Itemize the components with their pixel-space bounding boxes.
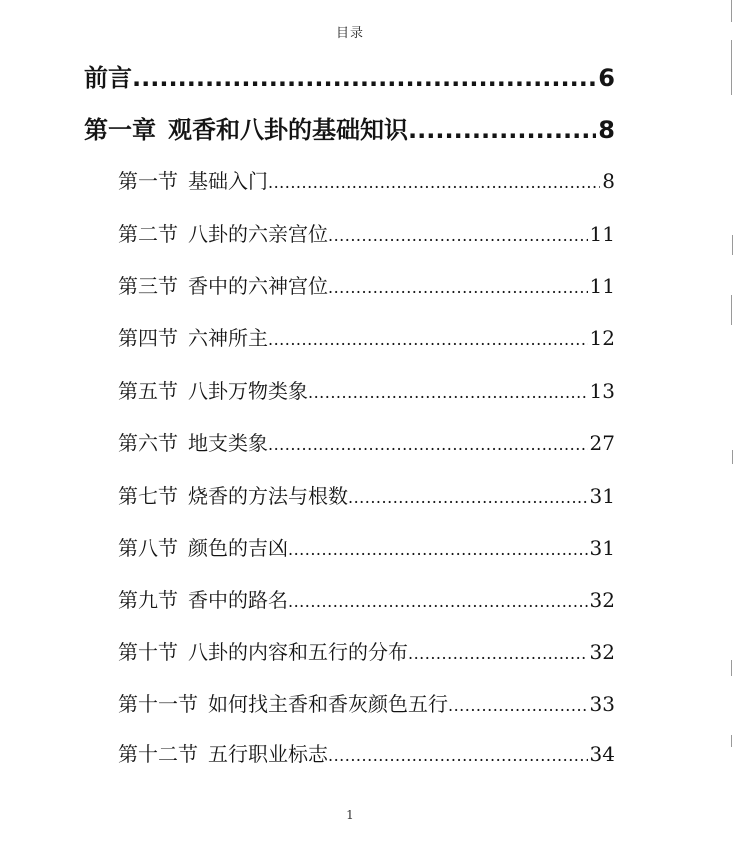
toc-entry-number: 第六节: [118, 431, 178, 455]
toc-entry-page: 32: [589, 640, 615, 664]
toc-entry-text: 地支类象: [188, 431, 268, 455]
toc-entry-text: 五行职业标志: [208, 742, 328, 766]
toc-entry-title: [118, 270, 328, 299]
toc-entry-page: 12: [589, 326, 615, 350]
toc-section-entry[interactable]: [118, 584, 615, 613]
toc-entry-page: 32: [589, 588, 615, 612]
toc-entry-page: 11: [589, 222, 615, 246]
toc-entry-text: 香中的六神宫位: [188, 274, 328, 298]
toc-entry-page: 31: [589, 536, 615, 560]
toc-entry-page: 34: [589, 742, 615, 766]
toc-dot-leader: [408, 116, 596, 144]
toc-entry-title: [84, 110, 408, 145]
toc-section-entry[interactable]: [118, 738, 615, 767]
toc-entry-text: 八卦的六亲宫位: [188, 222, 328, 246]
toc-entry-page: 8: [598, 116, 615, 144]
toc-entry-number: 第四节: [118, 326, 178, 350]
toc-entry-number: 第八节: [118, 536, 178, 560]
toc-dot-leader: [448, 692, 588, 716]
toc-entry-page: 11: [589, 274, 615, 298]
toc-entry-title: [118, 636, 408, 665]
toc-section-entry[interactable]: [118, 165, 615, 194]
toc-section-entry[interactable]: [118, 480, 615, 509]
page-header-title: 目录: [335, 26, 364, 41]
toc-dot-leader: [408, 640, 588, 664]
toc-section-entry[interactable]: [118, 532, 615, 561]
toc-section-entry[interactable]: [118, 688, 615, 717]
toc-entry-text: 基础入门: [188, 169, 268, 193]
toc-entry-text: 香中的路名: [188, 588, 288, 612]
toc-dot-leader: [288, 588, 588, 612]
toc-dot-leader: [288, 536, 588, 560]
toc-entry-title: [118, 738, 328, 767]
toc-entry-page: 27: [589, 431, 615, 455]
toc-entry-number: 第九节: [118, 588, 178, 612]
toc-entry-number: 第十一节: [118, 692, 198, 716]
toc-chapter-entry[interactable]: [84, 110, 615, 145]
toc-entry-title: [118, 480, 348, 509]
toc-section-entry[interactable]: [118, 218, 615, 247]
toc-dot-leader: [268, 169, 600, 193]
toc-entry-text: 八卦万物类象: [188, 379, 308, 403]
toc-entry-text: 八卦的内容和五行的分布: [188, 640, 408, 664]
toc-dot-leader: [328, 742, 588, 766]
toc-entry-number: 第五节: [118, 379, 178, 403]
scan-edge-marks: [709, 0, 749, 850]
toc-entry-text: 前言: [84, 64, 132, 92]
toc-section-entry[interactable]: [118, 636, 615, 665]
toc-section-entry[interactable]: [118, 375, 615, 404]
toc-entry-text: 烧香的方法与根数: [188, 484, 348, 508]
toc-entry-number: 第十二节: [118, 742, 198, 766]
toc-entry-title: [118, 584, 288, 613]
toc-entry-number: 第三节: [118, 274, 178, 298]
toc-dot-leader: [268, 431, 588, 455]
toc-section-entry[interactable]: [118, 270, 615, 299]
toc-section-entry[interactable]: [118, 427, 615, 456]
toc-dot-leader: [328, 222, 588, 246]
toc-chapter-entry[interactable]: [84, 58, 615, 93]
toc-dot-leader: [308, 379, 588, 403]
toc-entry-page: 6: [598, 64, 615, 92]
toc-entry-page: 8: [602, 169, 615, 193]
toc-entry-text: 六神所主: [188, 326, 268, 350]
toc-entry-text: 如何找主香和香灰颜色五行: [208, 692, 448, 716]
toc-entry-page: 33: [589, 692, 615, 716]
toc-entry-title: [118, 427, 268, 456]
toc-entry-title: [118, 165, 268, 194]
page-number: 1: [346, 808, 354, 822]
toc-dot-leader: [328, 274, 588, 298]
toc-entry-number: 第七节: [118, 484, 178, 508]
toc-dot-leader: [268, 326, 588, 350]
toc-entry-number: 第十节: [118, 640, 178, 664]
toc-dot-leader: [348, 484, 588, 508]
toc-entry-text: 颜色的吉凶: [188, 536, 288, 560]
toc-section-entry[interactable]: [118, 322, 615, 351]
toc-entry-number: 第一章: [84, 116, 156, 144]
toc-entry-page: 13: [589, 379, 615, 403]
toc-entry-title: [118, 322, 268, 351]
toc-entry-title: [118, 532, 288, 561]
toc-entry-title: [118, 218, 328, 247]
toc-entry-number: 第一节: [118, 169, 178, 193]
toc-entry-text: 观香和八卦的基础知识: [168, 116, 408, 144]
toc-entry-number: 第二节: [118, 222, 178, 246]
toc-entry-title: [118, 688, 448, 717]
toc-entry-title: [84, 58, 132, 93]
toc-dot-leader: [132, 64, 596, 92]
toc-entry-page: 31: [589, 484, 615, 508]
toc-entry-title: [118, 375, 308, 404]
